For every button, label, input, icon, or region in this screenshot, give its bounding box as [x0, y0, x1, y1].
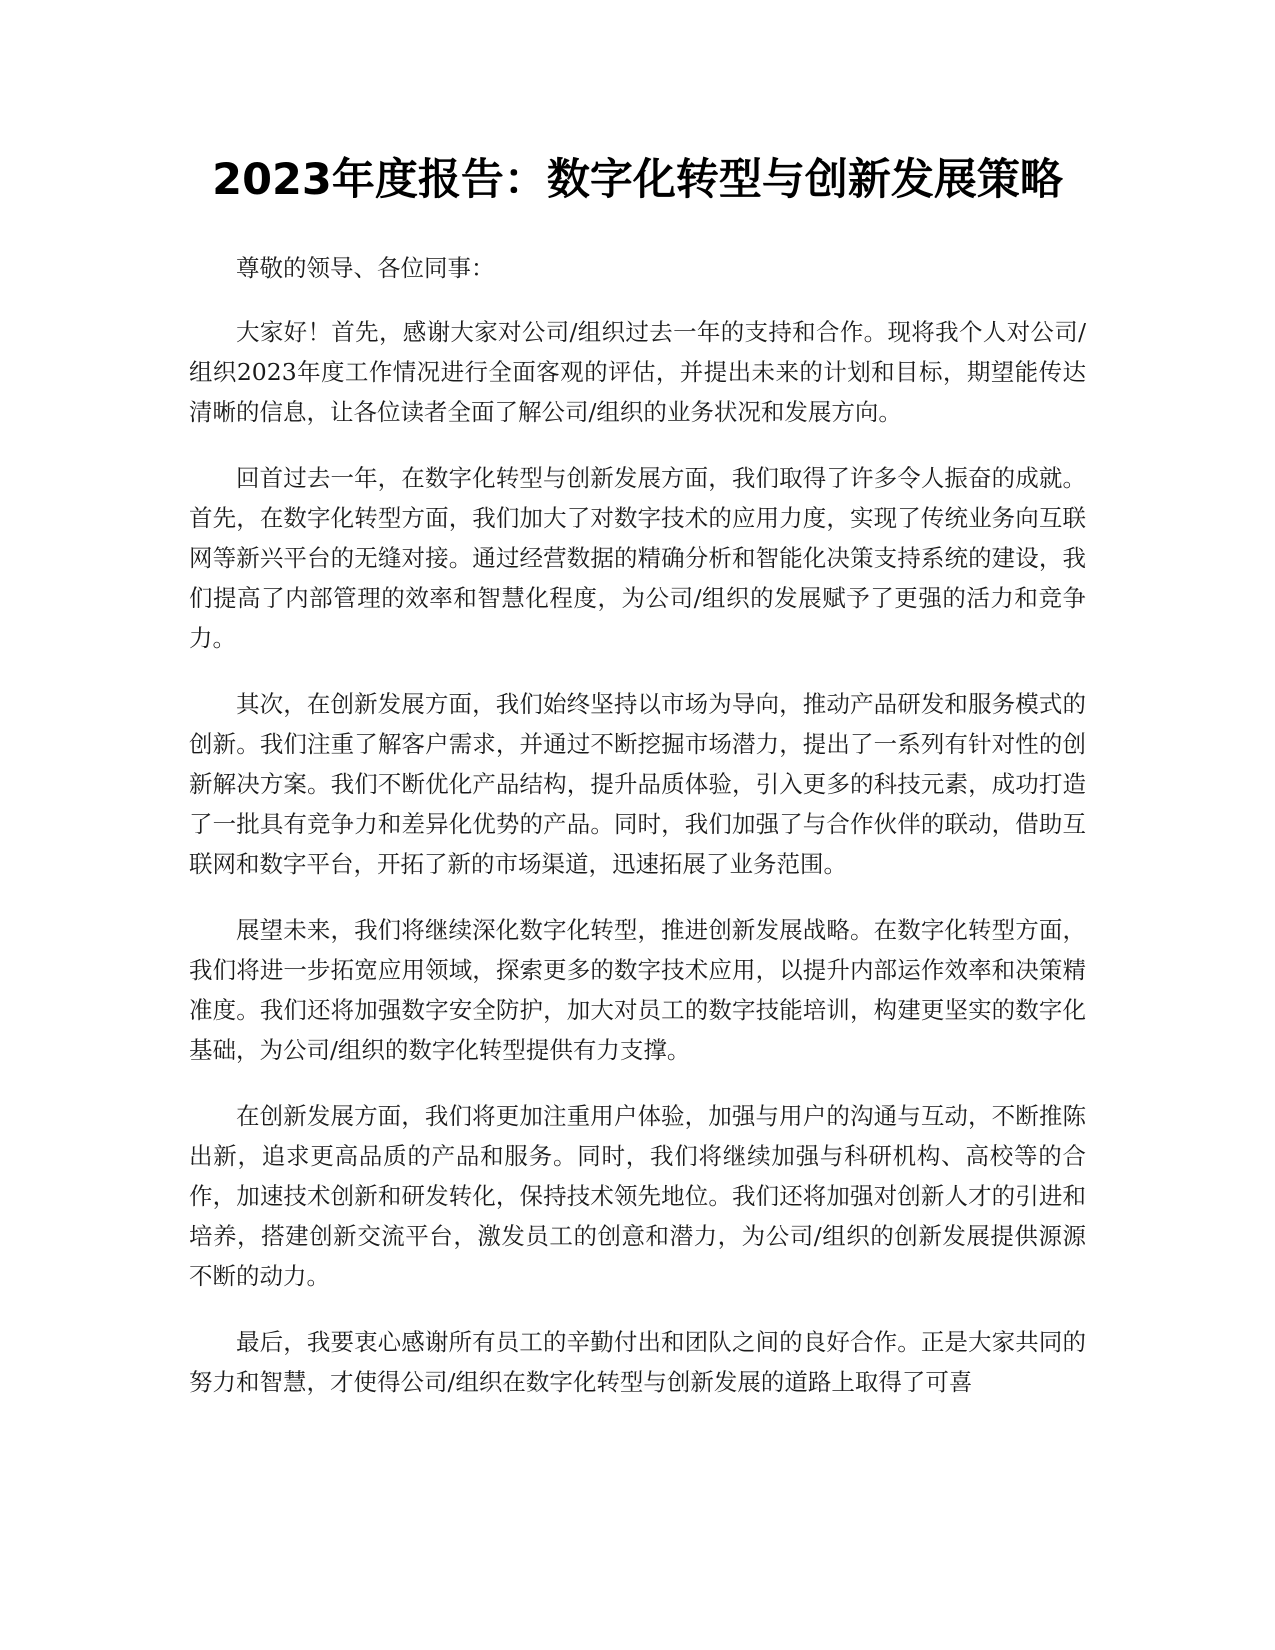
paragraph-closing: 最后，我要衷心感谢所有员工的辛勤付出和团队之间的良好合作。正是大家共同的努力和智慧，才使得公司/组织在数字化转型与创新发展的道路上取得了可喜 — [189, 1328, 1086, 1396]
paragraph-intro: 大家好！首先，感谢大家对公司/组织过去一年的支持和合作。现将我个人对公司/组织2023年度工作情况进行全面客观的评估，并提出未来的计划和目标，期望能传达清晰的信息，让各位读者全面了解公司/组织的业务状况和发展方向。 — [189, 318, 1086, 426]
paragraph-innovation: 其次，在创新发展方面，我们始终坚持以市场为导向，推动产品研发和服务模式的创新。我们注重了解客户需求，并通过不断挖掘市场潜力，提出了一系列有针对性的创新解决方案。我们不断优化产品结构，提升品质体验，引入更多的科技元素，成功打造了一批具有竞争力和差异化优势的产品。同时，我们加强了与合作伙伴的联动，借助互联网和数字平台，开拓了新的市场渠道，迅速拓展了业务范围。 — [189, 690, 1086, 878]
salutation: 尊敬的领导、各位同事： — [236, 254, 495, 282]
paragraph-outlook: 展望未来，我们将继续深化数字化转型，推进创新发展战略。在数字化转型方面，我们将进一步拓宽应用领域，探索更多的数字技术应用，以提升内部运作效率和决策精准度。我们还将加强数字安全防护，加大对员工的数字技能培训，构建更坚实的数字化基础，为公司/组织的数字化转型提供有力支撑。 — [189, 916, 1086, 1064]
paragraph-review: 回首过去一年，在数字化转型与创新发展方面，我们取得了许多令人振奋的成就。首先，在数字化转型方面，我们加大了对数字技术的应用力度，实现了传统业务向互联网等新兴平台的无缝对接。通过经营数据的精确分析和智能化决策支持系统的建设，我们提高了内部管理的效率和智慧化程度，为公司/组织的发展赋予了更强的活力和竞争力。 — [189, 464, 1086, 652]
document-title: 2023年度报告：数字化转型与创新发展策略 — [212, 155, 1063, 205]
document-body — [189, 248, 1086, 1428]
paragraph-innovation-plan: 在创新发展方面，我们将更加注重用户体验，加强与用户的沟通与互动，不断推陈出新，追求更高品质的产品和服务。同时，我们将继续加强与科研机构、高校等的合作，加速技术创新和研发转化，保持技术领先地位。我们还将加强对创新人才的引进和培养，搭建创新交流平台，激发员工的创意和潜力，为公司/组织的创新发展提供源源不断的动力。 — [189, 1102, 1086, 1290]
